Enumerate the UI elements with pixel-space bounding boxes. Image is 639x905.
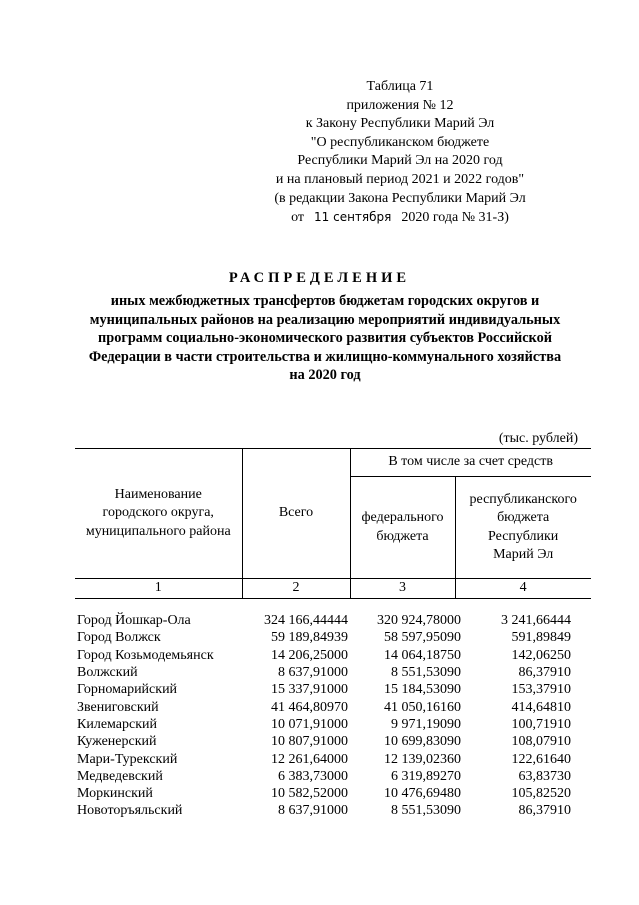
row-republic: 414,64810 [511, 699, 571, 715]
row-total: 10 807,91000 [271, 734, 348, 750]
row-total: 10 071,91000 [271, 716, 348, 732]
row-total: 15 337,91000 [271, 682, 348, 698]
row-republic: 122,61640 [511, 751, 571, 767]
row-federal: 10 699,83090 [384, 734, 461, 750]
document-subtitle [80, 292, 570, 385]
column-number: 4 [455, 579, 591, 599]
row-federal: 58 597,95090 [384, 630, 461, 646]
row-name: Моркинский [77, 786, 153, 802]
row-federal: 12 139,02360 [384, 751, 461, 767]
row-federal: 9 971,19090 [391, 716, 461, 732]
row-republic: 63,83730 [518, 768, 571, 784]
subtitle-line: программ социально-экономического развития субъектов Российской [98, 330, 552, 347]
header-federal: федерального бюджета [350, 477, 455, 579]
row-federal: 15 184,53090 [384, 682, 461, 698]
row-name: Город Козьмодемьянск [77, 647, 214, 663]
row-total: 14 206,25000 [271, 647, 348, 663]
row-republic: 153,37910 [511, 682, 571, 698]
row-name: Горномарийский [77, 682, 178, 698]
subtitle-line: на 2020 год [289, 367, 361, 384]
table-row [75, 768, 571, 785]
row-federal: 6 319,89270 [391, 768, 461, 784]
header-line: (в редакции Закона Республики Марий Эл [274, 190, 526, 206]
row-federal: 8 551,53090 [391, 803, 461, 819]
row-name: Волжский [77, 665, 138, 681]
header-line: "О республиканском бюджете [310, 134, 490, 150]
table-header [75, 448, 591, 599]
row-total: 324 166,44444 [264, 613, 348, 629]
row-total: 8 637,91000 [278, 665, 348, 681]
table-row [75, 698, 571, 715]
edition-prefix: от [291, 210, 305, 226]
header-total: Всего [242, 449, 350, 579]
header-group: В том числе за счет средств [350, 449, 591, 477]
row-name: Новоторъяльский [77, 803, 183, 819]
subtitle-line: иных межбюджетных трансфертов бюджетам городских округов и [110, 293, 540, 309]
row-total: 10 582,52000 [271, 786, 348, 802]
column-number: 3 [350, 579, 455, 599]
column-number: 1 [75, 579, 242, 599]
row-name: Город Волжск [77, 630, 161, 646]
data-table [75, 612, 571, 820]
row-republic: 100,71910 [511, 716, 571, 732]
table-row [75, 750, 571, 767]
row-federal: 14 064,18750 [384, 647, 461, 663]
header-republic: республиканского бюджета Республики Марий Эл [455, 477, 591, 579]
row-republic: 86,37910 [518, 803, 571, 819]
row-name: Килемарский [77, 716, 158, 732]
row-republic: 108,07910 [511, 734, 571, 750]
edition-suffix: 2020 года № 31-З) [401, 210, 509, 226]
subtitle-line: муниципальных районов на реализацию мероприятий индивидуальных [89, 311, 561, 328]
row-name: Медведевский [77, 768, 163, 784]
table-row [75, 612, 571, 629]
subtitle-line: Федерации в части строительства и жилищно-коммунального хозяйства [88, 348, 562, 365]
row-federal: 8 551,53090 [391, 665, 461, 681]
row-republic: 105,82520 [511, 786, 571, 802]
row-total: 12 261,64000 [271, 751, 348, 767]
table-row [75, 785, 571, 802]
column-number: 2 [242, 579, 350, 599]
row-republic: 86,37910 [518, 665, 571, 681]
table-row [75, 629, 571, 646]
row-total: 8 637,91000 [278, 803, 348, 819]
row-total: 6 383,73000 [278, 768, 348, 784]
header-line: к Закону Республики Марий Эл [305, 116, 495, 132]
edition-date-handwritten: 11 сентября [314, 210, 392, 225]
table-row [75, 802, 571, 819]
row-name: Куженерский [77, 734, 157, 750]
table-row [75, 733, 571, 750]
appendix-header [240, 78, 560, 228]
units-label: (тыс. рублей) [498, 431, 578, 446]
row-republic: 142,06250 [511, 647, 571, 663]
table-row [75, 647, 571, 664]
header-name: Наименование городского округа, муниципального района [75, 449, 242, 579]
row-name: Звениговский [77, 699, 159, 715]
table-row [75, 664, 571, 681]
row-federal: 320 924,78000 [377, 613, 461, 629]
row-federal: 10 476,69480 [384, 786, 461, 802]
row-republic: 3 241,66444 [501, 613, 571, 629]
row-republic: 591,89849 [511, 630, 571, 646]
header-line: приложения № 12 [346, 97, 454, 113]
row-total: 59 189,84939 [271, 630, 348, 646]
table-row [75, 681, 571, 698]
header-line: Республики Марий Эл на 2020 год [297, 153, 503, 169]
table-row [75, 716, 571, 733]
edition-line [240, 208, 560, 228]
document-title: РАСПРЕДЕЛЕНИЕ [228, 270, 411, 286]
row-name: Мари-Турекский [77, 751, 178, 767]
header-line: Таблица 71 [366, 79, 434, 94]
row-total: 41 464,80970 [271, 699, 348, 715]
row-federal: 41 050,16160 [384, 699, 461, 715]
header-line: и на плановый период 2021 и 2022 годов" [275, 171, 525, 187]
row-name: Город Йошкар-Ола [77, 613, 191, 629]
